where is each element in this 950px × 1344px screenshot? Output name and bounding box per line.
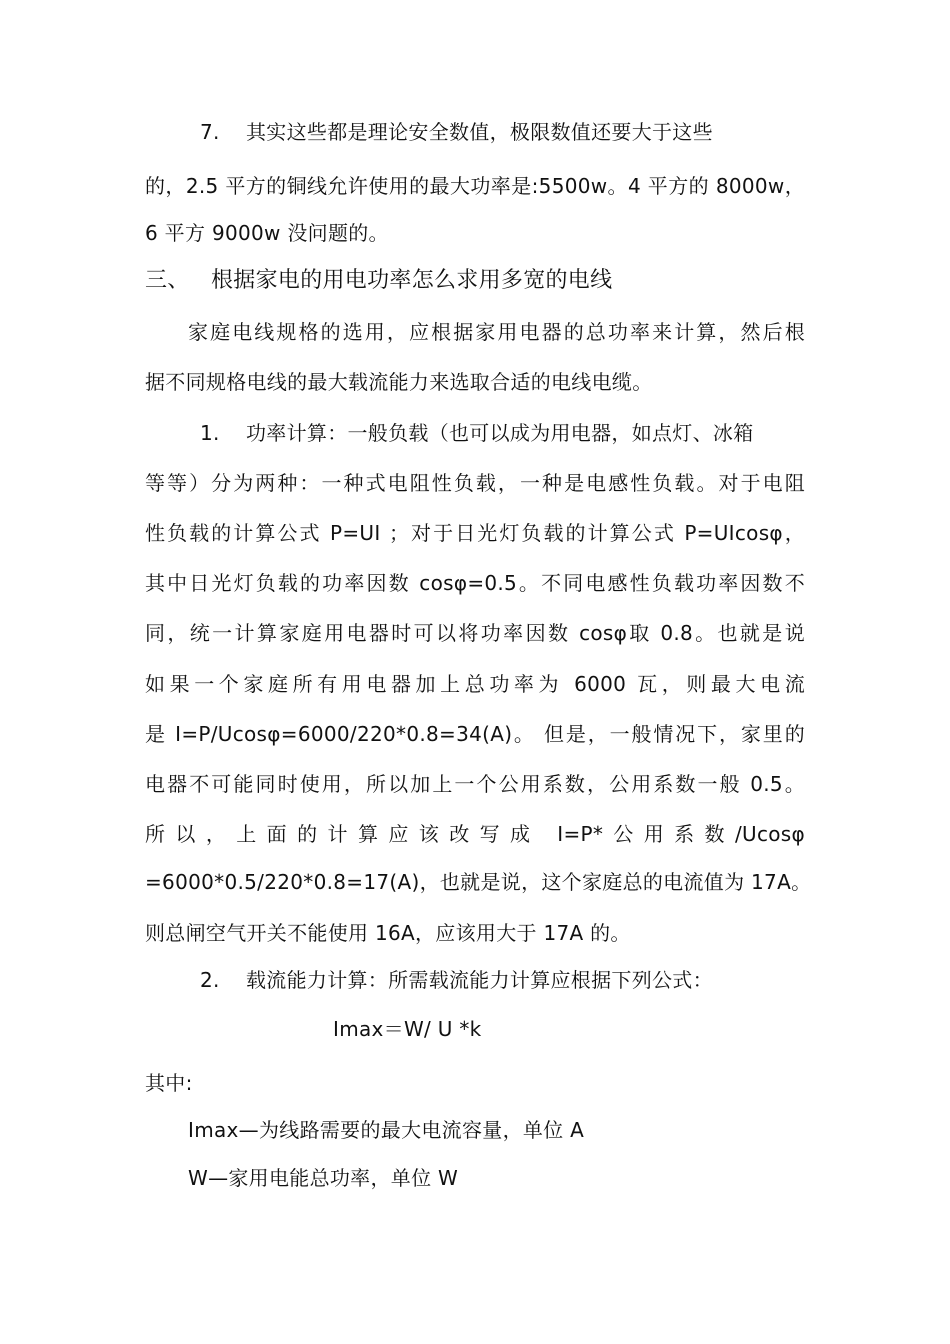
item-2-text: 载流能力计算：所需载流能力计算应根据下列公式： <box>246 968 713 992</box>
formula: Imax＝W/ U *k <box>333 1017 482 1041</box>
item-1-line-10: =6000*0.5/220*0.8=17(A)，也就是说，这个家庭总的电流值为 17A。 <box>145 870 812 894</box>
item-1-first-line <box>200 420 754 446</box>
item-1-text: 功率计算：一般负载（也可以成为用电器，如点灯、冰箱 <box>246 421 754 445</box>
item-1-line-6: 如果一个家庭所有用电器加上总功率为 6000 瓦，则最大电流 <box>145 672 805 696</box>
definition-w: W—家用电能总功率，单位 W <box>188 1166 459 1190</box>
section-7-number: 7. <box>200 120 220 144</box>
where-label: 其中: <box>145 1071 193 1095</box>
item-1-number: 1. <box>200 421 220 445</box>
item-1-line-8: 电器不可能同时使用，所以加上一个公用系数，公用系数一般 0.5。 <box>145 772 805 796</box>
item-1-line-9: 所以，上面的计算应该改写成 I=P*公用系数/Ucosφ <box>145 822 805 846</box>
section-heading-number: 三、 <box>145 268 190 293</box>
section-7-text: 其实这些都是理论安全数值，极限数值还要大于这些 <box>246 120 713 144</box>
intro-line-2: 据不同规格电线的最大载流能力来选取合适的电线电缆。 <box>145 370 653 394</box>
item-1-line-7: 是 I=P/Ucosφ=6000/220*0.8=34(A)。 但是，一般情况下，家里的 <box>145 722 805 746</box>
item-1-line-4: 其中日光灯负载的功率因数 cosφ=0.5。不同电感性负载功率因数不 <box>145 571 805 595</box>
item-1-line-11: 则总闸空气开关不能使用 16A，应该用大于 17A 的。 <box>145 921 631 945</box>
item-2-number: 2. <box>200 968 220 992</box>
section-heading <box>145 268 612 294</box>
section-7-line-2: 的，2.5 平方的铜线允许使用的最大功率是:5500w。4 平方的 8000w， <box>145 174 805 198</box>
item-1-line-5: 同，统一计算家庭用电器时可以将功率因数 cosφ取 0.8。也就是说 <box>145 621 805 645</box>
section-7-line-3: 6 平方 9000w 没问题的。 <box>145 221 389 245</box>
section-7-first-line <box>200 119 713 145</box>
section-heading-text: 根据家电的用电功率怎么求用多宽的电线 <box>211 268 613 293</box>
definition-imax: Imax—为线路需要的最大电流容量，单位 A <box>188 1118 585 1142</box>
item-1-line-3: 性负载的计算公式 P=UI ；对于日光灯负载的计算公式 P=UIcosφ， <box>145 521 805 545</box>
item-2-line <box>200 967 713 993</box>
intro-line-1: 家庭电线规格的选用，应根据家用电器的总功率来计算，然后根 <box>188 320 805 344</box>
item-1-line-2: 等等）分为两种：一种式电阻性负载，一种是电感性负载。对于电阻 <box>145 471 805 495</box>
